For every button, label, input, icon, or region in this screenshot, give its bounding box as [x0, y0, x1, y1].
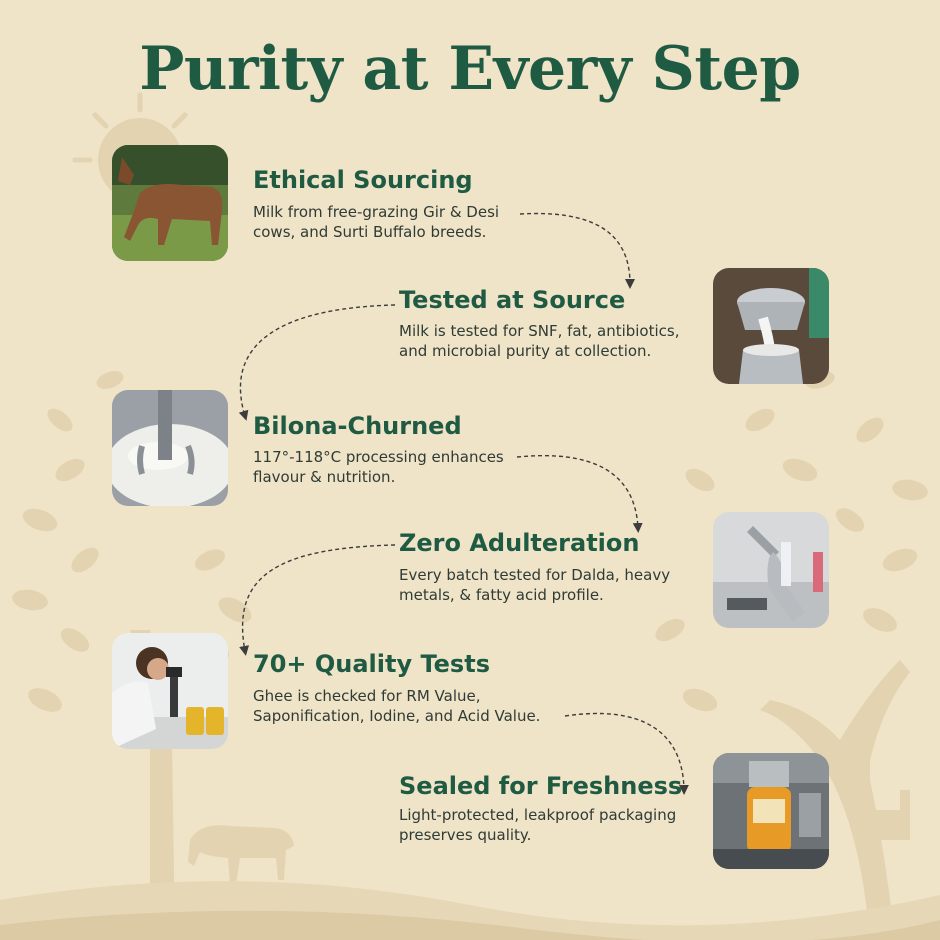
scientist-microscope-photo	[112, 633, 228, 749]
milk-pouring-photo	[713, 268, 829, 384]
cow-grazing-photo	[112, 145, 228, 261]
step-desc-quality-tests	[253, 686, 540, 726]
step-title-tested-at-source: Tested at Source	[399, 286, 626, 314]
lab-testing-photo	[713, 512, 829, 628]
desc-line: cows, and Surti Buffalo breeds.	[253, 223, 487, 241]
step-title-quality-tests: 70+ Quality Tests	[253, 650, 490, 678]
desc-line: preserves quality.	[399, 826, 532, 844]
desc-line: Milk from free-grazing Gir & Desi	[253, 203, 500, 221]
page-title: Purity at Every Step	[139, 34, 801, 104]
desc-line: flavour & nutrition.	[253, 468, 396, 486]
step-desc-bilona-churned	[253, 447, 504, 487]
step-title-ethical-sourcing: Ethical Sourcing	[253, 166, 473, 194]
step-desc-zero-adulteration	[399, 565, 670, 605]
desc-line: Every batch tested for Dalda, heavy	[399, 566, 671, 584]
step-title-sealed-for-freshness: Sealed for Freshness	[399, 772, 683, 800]
step-desc-ethical-sourcing	[253, 202, 499, 242]
desc-line: and microbial purity at collection.	[399, 342, 652, 360]
desc-line: 117°-118°C processing enhances	[253, 448, 504, 466]
desc-line: Milk is tested for SNF, fat, antibiotics,	[399, 322, 680, 340]
step-title-bilona-churned: Bilona-Churned	[253, 412, 462, 440]
churning-photo	[112, 390, 228, 506]
desc-line: Light-protected, leakproof packaging	[399, 806, 677, 824]
desc-line: Ghee is checked for RM Value,	[253, 687, 481, 705]
step-desc-tested-at-source	[399, 321, 680, 361]
desc-line: metals, & fatty acid profile.	[399, 586, 604, 604]
step-desc-sealed-for-freshness	[399, 805, 676, 845]
sealing-jar-photo	[713, 753, 829, 869]
step-title-zero-adulteration: Zero Adulteration	[399, 529, 640, 557]
desc-line: Saponification, Iodine, and Acid Value.	[253, 707, 541, 725]
